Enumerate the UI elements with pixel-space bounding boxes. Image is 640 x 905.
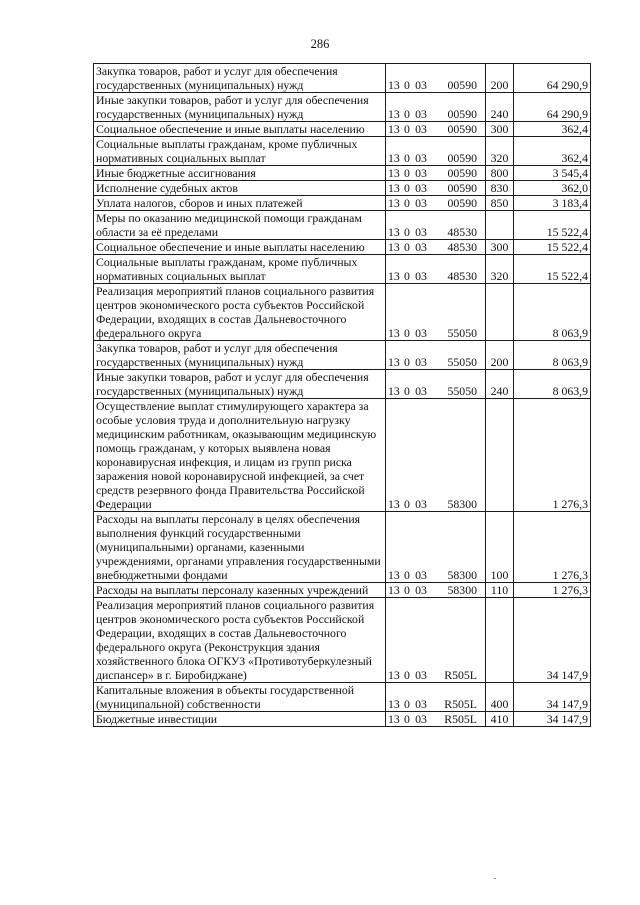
row-name: Закупка товаров, работ и услуг для обеспечения государственных (муниципальных) нужд [94,64,386,93]
row-program: 0 [404,326,410,340]
row-sum: 34 147,9 [514,598,591,683]
row-razdel: 13 [388,240,400,254]
row-program: 0 [404,181,410,195]
row-target: 58300 [447,497,477,511]
row-razdel: 13 [388,497,400,511]
row-target: 48530 [447,225,477,239]
row-subsection: 03 [415,697,427,711]
row-code [386,122,486,137]
row-program: 0 [404,196,410,210]
row-name: Уплата налогов, сборов и иных платежей [94,196,386,211]
row-program: 0 [404,668,410,682]
row-code [386,196,486,211]
row-code [386,181,486,196]
row-name: Социальные выплаты гражданам, кроме публичных нормативных социальных выплат [94,137,386,166]
row-name: Иные закупки товаров, работ и услуг для обеспечения государственных (муниципальных) нужд [94,93,386,122]
row-expense-type: 830 [486,181,514,196]
table-row [94,598,591,683]
row-razdel: 13 [388,384,400,398]
row-target: 55050 [447,384,477,398]
row-name: Реализация мероприятий планов социального развития центров экономического роста субъектов Российской Федерации, входящих в состав Дальневосточного федерального округа [94,284,386,341]
row-expense-type: 240 [486,93,514,122]
row-expense-type: 300 [486,122,514,137]
table-row [94,181,591,196]
row-name: Меры по оказанию медицинской помощи гражданам области за её пределами [94,211,386,240]
row-code [386,64,486,93]
row-sum: 3 545,4 [514,166,591,181]
row-razdel: 13 [388,78,400,92]
row-subsection: 03 [415,269,427,283]
row-razdel: 13 [388,122,400,136]
row-name: Иные бюджетные ассигнования [94,166,386,181]
row-name: Капитальные вложения в объекты государственной (муниципальной) собственности [94,683,386,712]
row-subsection: 03 [415,712,427,726]
row-sum: 8 063,9 [514,370,591,399]
row-program: 0 [404,583,410,597]
table-row [94,196,591,211]
row-razdel: 13 [388,668,400,682]
row-target: 00590 [447,181,477,195]
row-sum: 362,0 [514,181,591,196]
row-name: Социальное обеспечение и иные выплаты населению [94,240,386,255]
row-code [386,512,486,583]
row-expense-type: 410 [486,712,514,727]
row-subsection: 03 [415,107,427,121]
row-subsection: 03 [415,497,427,511]
row-subsection: 03 [415,568,427,582]
row-target: 00590 [447,166,477,180]
row-expense-type [486,399,514,512]
row-razdel: 13 [388,151,400,165]
row-program: 0 [404,497,410,511]
row-subsection: 03 [415,181,427,195]
row-code [386,240,486,255]
row-code [386,93,486,122]
row-expense-type [486,598,514,683]
row-sum: 34 147,9 [514,683,591,712]
table-row [94,93,591,122]
row-program: 0 [404,166,410,180]
row-razdel: 13 [388,583,400,597]
row-subsection: 03 [415,355,427,369]
row-name: Закупка товаров, работ и услуг для обеспечения государственных (муниципальных) нужд [94,341,386,370]
row-code [386,211,486,240]
row-code [386,255,486,284]
row-name: Социальное обеспечение и иные выплаты населению [94,122,386,137]
row-target: 58300 [447,568,477,582]
row-code [386,284,486,341]
row-code [386,137,486,166]
row-expense-type: 320 [486,255,514,284]
table-row [94,341,591,370]
row-subsection: 03 [415,326,427,340]
row-code [386,598,486,683]
table-row [94,137,591,166]
row-expense-type: 320 [486,137,514,166]
row-target: 58300 [447,583,477,597]
row-subsection: 03 [415,166,427,180]
row-subsection: 03 [415,240,427,254]
table-row [94,211,591,240]
row-subsection: 03 [415,225,427,239]
row-target: 00590 [447,107,477,121]
table-row [94,370,591,399]
row-program: 0 [404,384,410,398]
row-program: 0 [404,697,410,711]
row-sum: 1 276,3 [514,583,591,598]
row-expense-type: 200 [486,64,514,93]
row-target: 48530 [447,269,477,283]
row-razdel: 13 [388,107,400,121]
row-sum: 362,4 [514,122,591,137]
row-program: 0 [404,269,410,283]
row-target: R505L [444,668,477,682]
row-target: 00590 [447,122,477,136]
row-razdel: 13 [388,697,400,711]
row-expense-type: 300 [486,240,514,255]
row-subsection: 03 [415,122,427,136]
row-target: 55050 [447,355,477,369]
table-row [94,122,591,137]
row-program: 0 [404,240,410,254]
row-razdel: 13 [388,196,400,210]
table-row [94,712,591,727]
row-program: 0 [404,355,410,369]
row-target: 48530 [447,240,477,254]
row-program: 0 [404,225,410,239]
row-subsection: 03 [415,583,427,597]
row-expense-type [486,284,514,341]
scan-speck [494,878,496,879]
row-code [386,583,486,598]
row-expense-type: 240 [486,370,514,399]
row-sum: 15 522,4 [514,211,591,240]
row-razdel: 13 [388,355,400,369]
row-subsection: 03 [415,151,427,165]
row-sum: 64 290,9 [514,93,591,122]
row-target: R505L [444,697,477,711]
row-code [386,370,486,399]
row-name: Иные закупки товаров, работ и услуг для обеспечения государственных (муниципальных) нужд [94,370,386,399]
row-sum: 8 063,9 [514,284,591,341]
row-razdel: 13 [388,166,400,180]
row-expense-type: 100 [486,512,514,583]
row-target: 00590 [447,151,477,165]
row-razdel: 13 [388,326,400,340]
table-row [94,512,591,583]
table-row [94,64,591,93]
row-code [386,341,486,370]
row-name: Расходы на выплаты персоналу казенных учреждений [94,583,386,598]
table-row [94,240,591,255]
row-code [386,399,486,512]
row-razdel: 13 [388,568,400,582]
row-target: R505L [444,712,477,726]
page-number: 286 [310,37,330,51]
row-expense-type: 200 [486,341,514,370]
row-target: 00590 [447,196,477,210]
row-razdel: 13 [388,712,400,726]
row-target: 55050 [447,326,477,340]
row-sum: 15 522,4 [514,255,591,284]
row-name: Расходы на выплаты персоналу в целях обеспечения выполнения функций государственными (муниципальными) органами, казенными учреждениями, органами управления государственными внебюджетными фондами [94,512,386,583]
table-row [94,284,591,341]
row-razdel: 13 [388,269,400,283]
budget-table-body [94,64,591,727]
row-name: Исполнение судебных актов [94,181,386,196]
row-expense-type: 400 [486,683,514,712]
row-sum: 362,4 [514,137,591,166]
row-code [386,683,486,712]
row-sum: 3 183,4 [514,196,591,211]
row-program: 0 [404,568,410,582]
row-subsection: 03 [415,196,427,210]
table-row [94,255,591,284]
row-expense-type: 800 [486,166,514,181]
row-expense-type: 850 [486,196,514,211]
row-subsection: 03 [415,668,427,682]
row-sum: 34 147,9 [514,712,591,727]
row-name: Реализация мероприятий планов социального развития центров экономического роста субъектов Российской Федерации, входящих в состав Дальневосточного федерального округа (Реконструкция здания хозяйственного блока ОГКУЗ «Противотуберкулезный диспансер» в г. Биробиджане) [94,598,386,683]
row-code [386,166,486,181]
row-name: Бюджетные инвестиции [94,712,386,727]
row-program: 0 [404,122,410,136]
row-sum: 15 522,4 [514,240,591,255]
row-expense-type: 110 [486,583,514,598]
table-row [94,583,591,598]
row-program: 0 [404,107,410,121]
row-expense-type [486,211,514,240]
row-razdel: 13 [388,225,400,239]
row-subsection: 03 [415,78,427,92]
budget-table [93,63,591,727]
row-sum: 64 290,9 [514,64,591,93]
table-row [94,399,591,512]
row-subsection: 03 [415,384,427,398]
row-program: 0 [404,151,410,165]
row-code [386,712,486,727]
table-row [94,166,591,181]
row-target: 00590 [447,78,477,92]
row-program: 0 [404,78,410,92]
row-name: Социальные выплаты гражданам, кроме публичных нормативных социальных выплат [94,255,386,284]
row-sum: 1 276,3 [514,399,591,512]
row-sum: 1 276,3 [514,512,591,583]
row-sum: 8 063,9 [514,341,591,370]
row-razdel: 13 [388,181,400,195]
row-name: Осуществление выплат стимулирующего характера за особые условия труда и дополнительную нагрузку медицинским работникам, оказывающим медицинскую помощь гражданам, у которых выявлена новая коронавирусная инфекция, и лицам из групп риска заражения новой коронавирусной инфекцией, за счет средств резервного фонда Правительства Российской Федерации [94,399,386,512]
table-row [94,683,591,712]
row-program: 0 [404,712,410,726]
